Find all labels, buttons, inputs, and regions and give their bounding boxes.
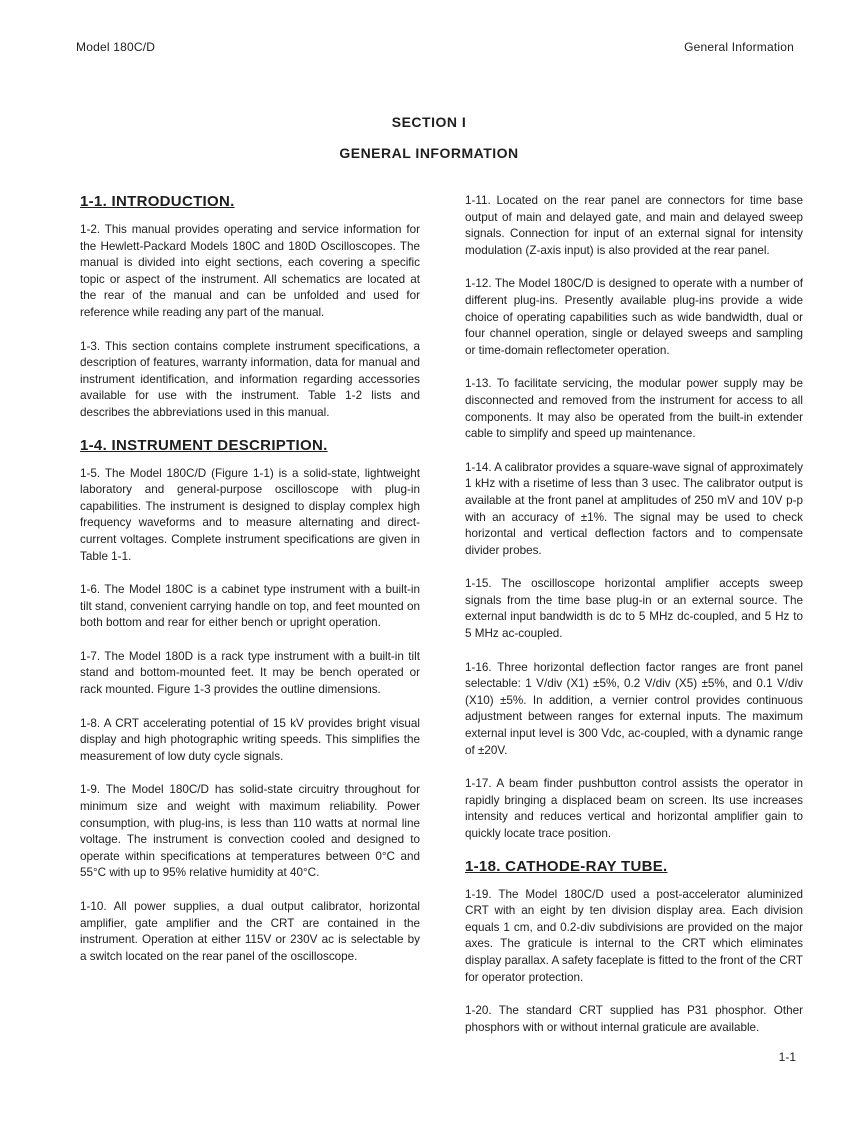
paragraph: 1-16. Three horizontal deflection factor ranges are front panel selectable: 1 V/div (X1) ±5%, 0.2 V/div (X5) ±5%, and 0.1 V/div (X10) ±5%. In addition, a vernier control provides continuous adjustment between ranges for external inputs. The maximum external input level is 300 Vdc, ac-coupled, with a dynamic range of ±20V. bbox=[465, 660, 803, 757]
left-column bbox=[80, 193, 420, 982]
paragraph: 1-13. To facilitate servicing, the modular power supply may be disconnected and removed from the instrument for access to all components. It may also be operated from the built-in extender cable to simplify and speed up maintenance. bbox=[465, 377, 803, 441]
paragraph: 1-14. A calibrator provides a square-wave signal of approximately 1 kHz with a risetime of less than 3 usec. The calibrator output is available at the front panel at amplitudes of 250 mV and 10V p-p with an accuracy of ±1%. The signal may be used to check horizontal and vertical deflection factors and to compensate divider probes. bbox=[465, 460, 803, 557]
paragraph: 1-7. The Model 180D is a rack type instrument with a built-in tilt stand and bottom-mounted feet. It may be bench operated or rack mounted. Figure 1-3 provides the outline dimensions. bbox=[80, 649, 420, 697]
paragraph: 1-6. The Model 180C is a cabinet type instrument with a built-in tilt stand, convenient carrying handle on top, and feet mounted on both bottom and rear for either bench or upright operation. bbox=[80, 583, 420, 630]
section-title: GENERAL INFORMATION bbox=[339, 145, 519, 161]
paragraph: 1-5. The Model 180C/D (Figure 1-1) is a solid-state, lightweight laboratory and general-purpose oscilloscope with plug-in capabilities. The instrument is designed to display complex high frequency waveforms and to measure alternating and direct-current voltages. Complete instrument specifications are given in Table 1-1. bbox=[80, 466, 420, 563]
paragraph: 1-12. The Model 180C/D is designed to operate with a number of different plug-ins. Presently available plug-ins provide a wide choice of operating capabilities such as wide bandwidth, dual or four channel operation, single or delayed sweeps and sampling or time-domain reflectometer operation. bbox=[465, 277, 803, 357]
paragraph: 1-9. The Model 180C/D has solid-state circuitry throughout for minimum size and weight with maximum reliability. Power consumption, with plug-ins, is less than 110 watts at normal line voltage. The instrument is convection cooled and designed to operate within specifications at temperatures between 0°C and 55°C with up to 95% relative humidity at 40°C. bbox=[80, 783, 420, 880]
paragraph: 1-20. The standard CRT supplied has P31 phosphor. Other phosphors with or without internal graticule are available. bbox=[465, 1004, 803, 1034]
paragraph: 1-10. All power supplies, a dual output calibrator, horizontal amplifier, gate amplifier and the CRT are contained in the instrument. Operation at either 115V or 230V ac is selectable by a switch located on the rear panel of the oscilloscope. bbox=[80, 900, 420, 963]
paragraph: 1-8. A CRT accelerating potential of 15 kV provides bright visual display and high photographic writing speeds. This simplifies the measurement of low duty cycle signals. bbox=[80, 716, 420, 763]
section-heading: 1-4. INSTRUMENT DESCRIPTION. bbox=[80, 436, 328, 454]
section-heading: 1-1. INTRODUCTION. bbox=[80, 193, 235, 210]
right-column bbox=[465, 193, 803, 1053]
paragraph: 1-19. The Model 180C/D used a post-accelerator aluminized CRT with an eight by ten division display area. Each division equals 1 cm, and 0.2-div subdivisions are provided on the major axes. The graticule is internal to the CRT which eliminates display parallax. A safety faceplate is fitted to the front of the CRT for operator protection. bbox=[465, 887, 803, 984]
paragraph: 1-2. This manual provides operating and service information for the Hewlett-Packard Models 180C and 180D Oscilloscopes. The manual is divided into eight sections, each covering a specific topic or aspect of the instrument. All schematics are located at the rear of the manual and can be unfolded and used for reference while reading any part of the manual. bbox=[80, 223, 420, 319]
paragraph: 1-17. A beam finder pushbutton control assists the operator in rapidly bringing a displaced beam on screen. Its use increases intensity and reduces vertical and horizontal amplifier gain to quickly locate trace position. bbox=[465, 777, 803, 840]
paragraph: 1-3. This section contains complete instrument specifications, a description of features, warranty information, data for manual and instrument identification, and information regarding accessories available for use with the instrument. Table 1-2 lists and describes the abbreviations used in this manual. bbox=[80, 339, 420, 419]
paragraph: 1-15. The oscilloscope horizontal amplifier accepts sweep signals from the time base plug-in or an external source. The external input bandwidth is dc to 5 MHz dc-coupled, and 5 Hz to 5 MHz ac-coupled. bbox=[465, 577, 803, 641]
section-number: SECTION I bbox=[391, 114, 467, 130]
paragraph: 1-11. Located on the rear panel are connectors for time base output of main and delayed gate, and main and delayed sweep signals. Connection for input of an external signal for intensity modulation (Z-axis input) is also provided at the rear panel. bbox=[465, 194, 803, 257]
section-heading: 1-18. CATHODE-RAY TUBE. bbox=[465, 857, 668, 875]
running-header-model: Model 180C/D bbox=[76, 40, 156, 54]
running-header-section: General Information bbox=[684, 40, 794, 54]
page-number: 1-1 bbox=[778, 1050, 796, 1064]
